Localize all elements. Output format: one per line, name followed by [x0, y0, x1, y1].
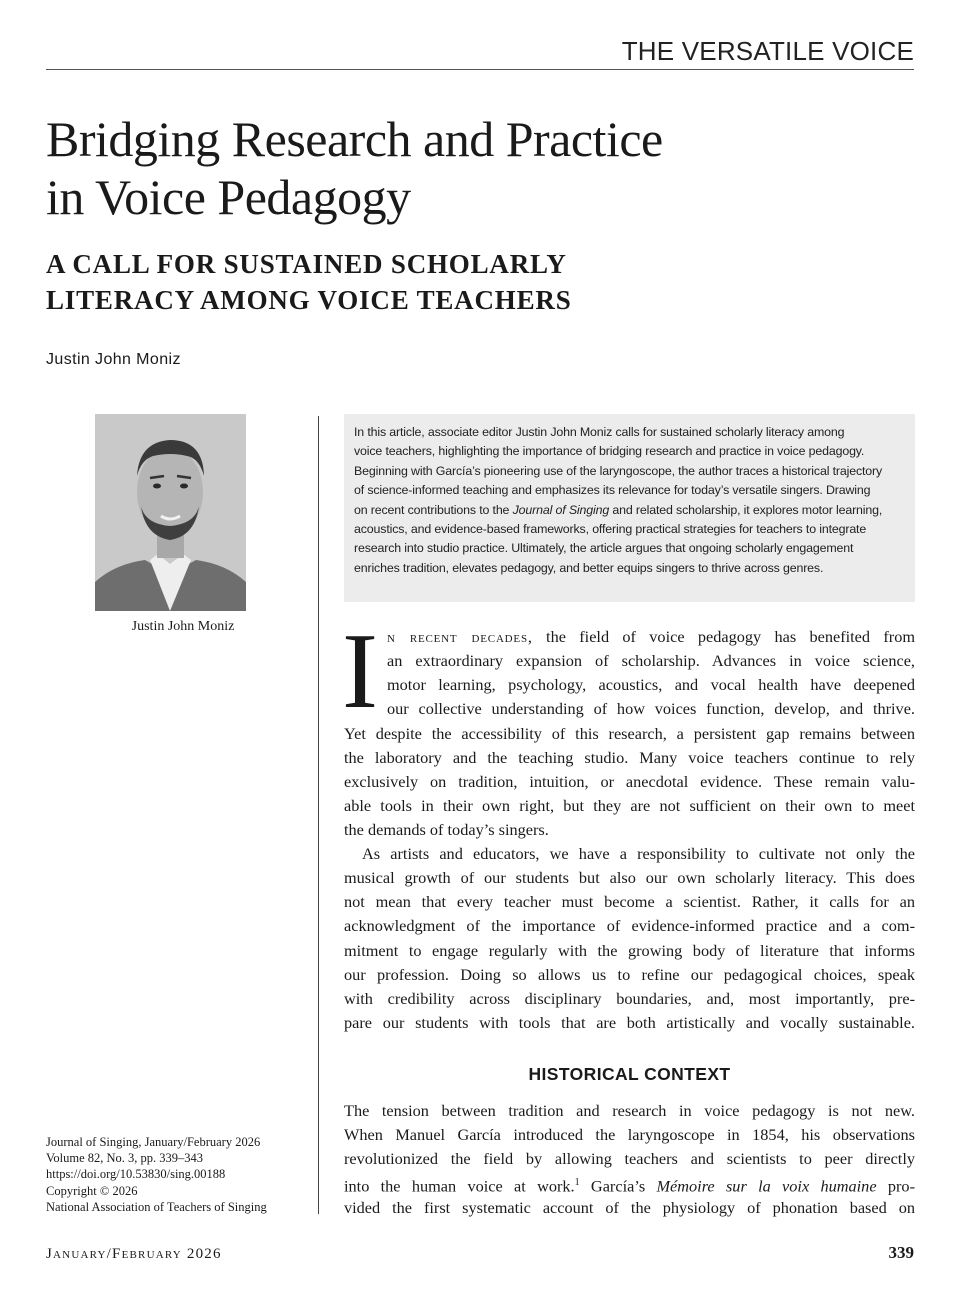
meta-journal: Journal of Singing, January/February 2026: [46, 1135, 261, 1149]
title-line: in Voice Pedagogy: [46, 169, 411, 225]
body-line: [344, 1171, 915, 1195]
meta-copyright: Copyright © 2026: [46, 1183, 138, 1198]
drop-cap: I: [342, 612, 378, 731]
body-text: pro-: [876, 1176, 915, 1196]
column-divider: [318, 416, 319, 1214]
body-line: musical growth of our students but also our own scholarly literacy. This does: [344, 868, 915, 888]
author-photo: [95, 414, 246, 611]
page-number: 339: [888, 1243, 914, 1262]
footer-issue: January/February 2026: [46, 1246, 222, 1262]
body-line: not mean that every teacher must become a scientist. Rather, it calls for an: [344, 892, 915, 912]
body-line: the demands of today’s singers.: [344, 820, 549, 840]
abstract-line: enriches tradition, elevates pedagogy, and better equips singers to thrive across genres.: [354, 560, 824, 575]
abstract-line: In this article, associate editor Justin John Moniz calls for sustained scholarly literacy among: [354, 425, 845, 439]
citation-metadata: [46, 1134, 311, 1215]
lead-in: n recent decades,: [387, 627, 533, 646]
body-line: When Manuel García introduced the laryngoscope in 1854, his observations: [344, 1125, 915, 1145]
body-line: pare our students with tools that are both artistically and vocally sustainable.: [344, 1012, 915, 1032]
body-text: into the human voice at work.: [344, 1176, 575, 1196]
body-line: mitment to engage regularly with the growing body of literature that informs: [344, 940, 915, 960]
section-heading: HISTORICAL CONTEXT: [528, 1064, 731, 1084]
abstract-text: on recent contributions to the: [354, 502, 513, 517]
body-line: motor learning, psychology, acoustics, and vocal health have deepened: [387, 675, 915, 695]
body-line: Yet despite the accessibility of this research, a persistent gap remains between: [344, 723, 915, 743]
body-line: the laboratory and the teaching studio. Many voice teachers continue to rely: [344, 747, 915, 767]
author-byline: Justin John Moniz: [46, 351, 181, 368]
abstract-line: of science-informed teaching and emphasizes its relevance for today’s versatile singers. Drawing: [354, 483, 871, 498]
photo-caption: Justin John Moniz: [131, 619, 235, 634]
abstract-line: [354, 501, 905, 520]
body-line: The tension between tradition and research in voice pedagogy is not new.: [344, 1101, 915, 1120]
subtitle-line: LITERACY AMONG VOICE TEACHERS: [46, 285, 572, 315]
body-line: acknowledgment of the importance of evidence-informed practice and a com-: [344, 916, 915, 936]
journal-name: Journal of Singing: [512, 502, 610, 517]
footnote-ref[interactable]: 1: [574, 1177, 580, 1189]
abstract-line: acoustics, and evidence-based frameworks, offering practical strategies for teachers to integrate: [354, 522, 867, 537]
abstract-text: and related scholarship, it explores motor learning,: [609, 502, 883, 517]
body-line: revolutionized the field by allowing teachers and scientists to peer directly: [344, 1149, 915, 1169]
body-line: our collective understanding of how voices function, develop, and thrive.: [387, 699, 915, 719]
body-line: exclusively on tradition, intuition, or anecdotal evidence. These remain valu-: [344, 771, 915, 791]
header-rule: [46, 69, 914, 70]
body-line: able tools in their own right, but they are not sufficient on their own to meet: [344, 795, 915, 815]
body-paragraph-2: [344, 842, 915, 1035]
meta-publisher: National Association of Teachers of Singing: [46, 1199, 267, 1214]
body-line: vided the first systematic account of the physiology of phonation based on: [344, 1197, 915, 1217]
meta-volume: Volume 82, No. 3, pp. 339–343: [46, 1151, 204, 1166]
body-paragraph-1: [342, 612, 915, 842]
meta-doi-link[interactable]: https://doi.org/10.53830/sing.00188: [46, 1167, 226, 1182]
body-text: the field of voice pedagogy has benefited from: [532, 627, 915, 646]
body-line: an extraordinary expansion of scholarship. Advances in voice science,: [387, 651, 915, 671]
body-line: [344, 625, 915, 649]
article-title: [46, 110, 866, 226]
body-text: García’s: [579, 1176, 657, 1196]
article-subtitle: [46, 246, 866, 318]
title-line: Bridging Research and Practice: [46, 111, 663, 167]
running-head: THE VERSATILE VOICE: [621, 36, 914, 66]
body-line: our profession. Doing so allows us to refine our pedagogical choices, speak: [344, 964, 915, 984]
abstract-line: research into studio practice. Ultimately, the article argues that ongoing scholarly engagement: [354, 541, 854, 556]
body-line: As artists and educators, we have a responsibility to cultivate not only the: [362, 844, 915, 863]
abstract-line: voice teachers, highlighting the importance of bridging research and practice in voice pedagogy.: [354, 444, 865, 459]
body-paragraph-3: [344, 1099, 915, 1220]
subtitle-line: A CALL FOR SUSTAINED SCHOLARLY: [46, 249, 567, 279]
book-title: Mémoire sur la voix humaine: [656, 1176, 877, 1196]
abstract-box: [344, 414, 915, 602]
abstract-line: Beginning with García’s pioneering use of the laryngoscope, the author traces a historical trajectory: [354, 463, 883, 478]
body-line: with credibility across disciplinary boundaries, and, most importantly, pre-: [344, 988, 915, 1008]
